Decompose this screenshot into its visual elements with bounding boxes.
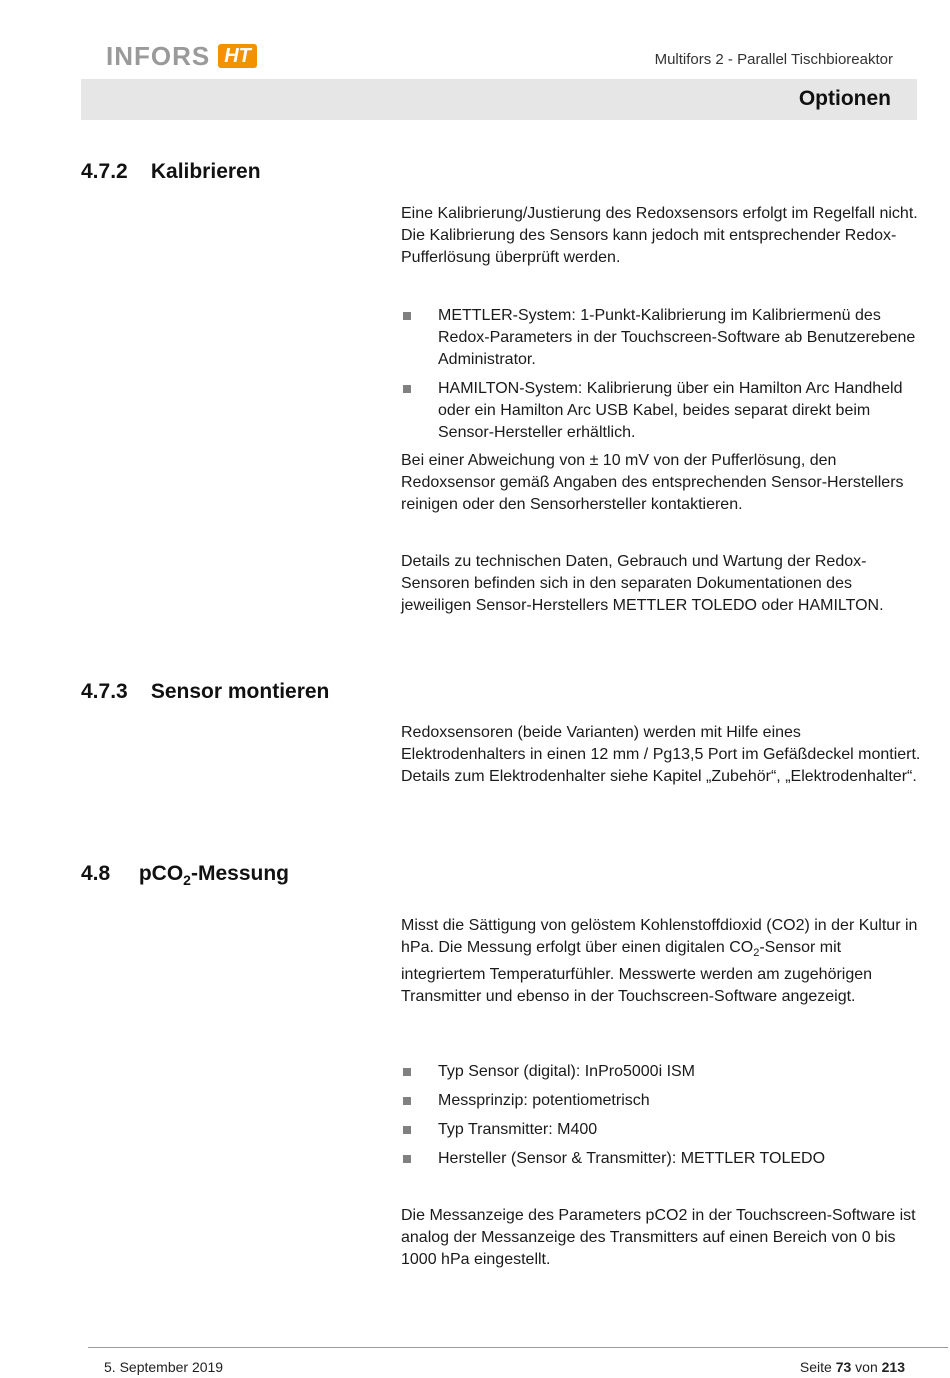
list-item (401, 1119, 921, 1141)
list-item-text: Typ Sensor (digital): InPro5000i ISM (438, 1063, 696, 1080)
list-item (401, 1148, 921, 1170)
paragraph: Details zu technischen Daten, Gebrauch und Wartung der Redox-Sensoren befinden sich in den separaten Dokumentationen des jeweiligen Sensor-Herstellers METTLER TOLEDO oder HAMILTON. (401, 553, 884, 614)
paragraph (401, 915, 921, 1008)
list-item (401, 1090, 921, 1112)
footer-divider (88, 1347, 948, 1348)
logo-mark: HT (218, 44, 257, 68)
heading-title-suffix: -Messung (190, 862, 289, 885)
heading-sensor-montieren (81, 680, 329, 704)
paragraph-subscript: 2 (753, 947, 760, 960)
total-pages: 213 (881, 1359, 905, 1375)
square-bullet-icon (403, 1068, 411, 1076)
paragraph: Eine Kalibrierung/Justierung des Redoxsensors erfolgt im Regelfall nicht. Die Kalibrierung des Sensors kann jedoch mit entsprechender Redox-Pufferlösung überprüft werden. (401, 205, 918, 266)
square-bullet-icon (403, 312, 411, 320)
footer-date: 5. September 2019 (104, 1359, 224, 1375)
logo-text: INFORS (106, 40, 211, 71)
list-item-text: Typ Transmitter: M400 (438, 1121, 598, 1138)
header-bar (81, 79, 917, 120)
square-bullet-icon (403, 1126, 411, 1134)
list-item (401, 378, 921, 444)
heading-title-subscript: 2 (183, 872, 191, 889)
list-item-text: Hersteller (Sensor & Transmitter): METTLER TOLEDO (438, 1150, 826, 1167)
square-bullet-icon (403, 1097, 411, 1105)
paragraph: Redoxsensoren (beide Varianten) werden mit Hilfe eines Elektrodenhalters in einen 12 mm / Pg13,5 Port im Gefäßdeckel montiert. Details zum Elektrodenhalter siehe Kapitel „Zubehör“, „Elektrodenhalter“. (401, 724, 921, 785)
heading-kalibrieren (81, 160, 261, 184)
paragraph-text: -Sensor mit integriertem Temperaturfühler. Messwerte werden am zugehörigen Transmitter und ebenso in der Touchscreen-Software angezeigt. (401, 939, 873, 1006)
list-item (401, 1061, 921, 1083)
heading-number: 4.8 (81, 862, 111, 885)
square-bullet-icon (403, 385, 411, 393)
page-number (800, 1359, 905, 1375)
infors-ht-logo (106, 42, 257, 70)
heading-title-prefix: pCO (138, 862, 184, 885)
heading-title: Sensor montieren (150, 680, 330, 703)
paragraph: Die Messanzeige des Parameters pCO2 in der Touchscreen-Software ist analog der Messanzeige des Transmitters auf einen Bereich von 0 bis 1000 hPa eingestellt. (401, 1207, 916, 1268)
document-title: Multifors 2 - Parallel Tischbioreaktor (654, 51, 893, 68)
list-item-text: HAMILTON-System: Kalibrierung über ein Hamilton Arc Handheld oder ein Hamilton Arc USB Kabel, beides separat direkt beim Sensor-Hersteller erhältlich. (438, 380, 903, 441)
current-page: 73 (835, 1359, 852, 1375)
section-title: Optionen (798, 87, 891, 110)
list-item-text: METTLER-System: 1-Punkt-Kalibrierung im Kalibriermenü des Redox-Parameters in der Touchscreen-Software ab Benutzerebene Administrator. (438, 307, 916, 368)
list-item-text: Messprinzip: potentiometrisch (438, 1092, 650, 1109)
bullet-list (401, 305, 921, 444)
bullet-list (401, 1061, 921, 1170)
square-bullet-icon (403, 1155, 411, 1163)
list-item (401, 305, 921, 371)
page-label: Seite (799, 1359, 832, 1375)
heading-pco2-messung (81, 862, 289, 888)
paragraph-text: Misst die Sättigung von gelöstem Kohlenstoffdioxid (CO2) in der Kultur in hPa. Die Messung erfolgt über einen digitalen CO (401, 917, 918, 956)
paragraph: Bei einer Abweichung von ± 10 mV von der Pufferlösung, den Redoxsensor gemäß Angaben des entsprechenden Sensor-Herstellers reinigen oder den Sensorhersteller kontaktieren. (401, 452, 904, 513)
page-of-label: von (855, 1359, 878, 1375)
heading-number: 4.7.2 (81, 160, 128, 183)
heading-title: Kalibrieren (150, 160, 261, 183)
heading-number: 4.7.3 (81, 680, 128, 703)
